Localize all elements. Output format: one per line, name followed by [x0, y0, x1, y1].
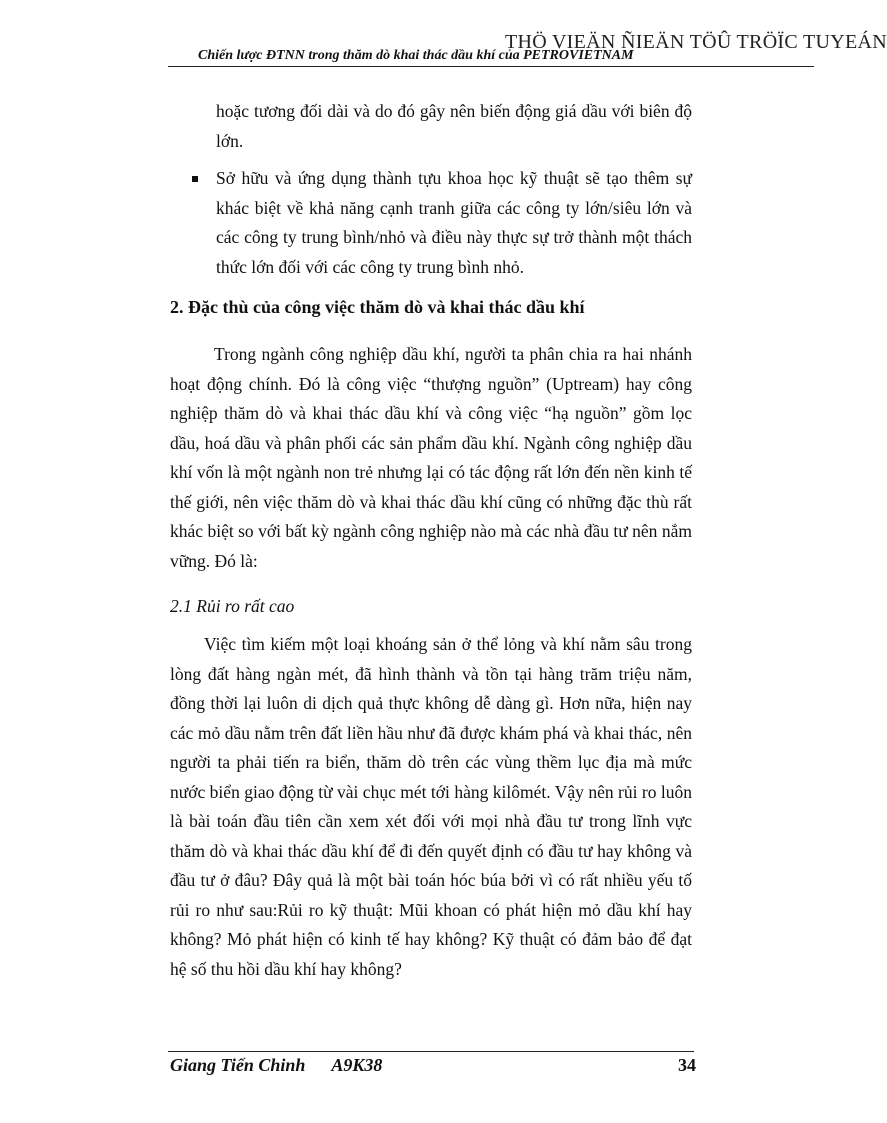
class-code: A9K38 — [331, 1055, 383, 1075]
paragraph-2: Việc tìm kiếm một loại khoáng sản ở thể lỏng và khí nằm sâu trong lòng đất hàng ngàn mét, đã hình thành và tồn tại hàng trăm triệu năm, đồng thời lại luôn di dịch quả thực không dễ dàng gì. Hơn nữa, hiện nay các mỏ dầu nằm trên đất liền hầu như đã được khám phá và khai thác, nên người ta phải tiến ra biển, thăm dò trên các vùng thềm lục địa mà mức nước biển giao động từ vài chục mét tới hàng kilômét. Vậy nên rủi ro luôn là bài toán đầu tiên cần xem xét đối với mọi nhà đầu tư trong lĩnh vực thăm dò và khai thác dầu khí để đi đến quyết định có đầu tư hay không và đầu tư ở đâu? Đây quả là một bài toán hóc búa bởi vì có rất nhiều yếu tố rủi ro như sau:Rủi ro kỹ thuật: Mũi khoan có phát hiện mỏ dầu khí hay không? Mỏ phát hiện có kinh tế hay không? Kỹ thuật có đảm bảo để đạt hệ số thu hồi dầu khí hay không? — [170, 634, 692, 979]
subsection-heading: 2.1 Rủi ro rất cao — [170, 596, 295, 616]
footer-divider — [168, 1051, 694, 1052]
bullet-item-text: Sở hữu và ứng dụng thành tựu khoa học kỹ thuật sẽ tạo thêm sự khác biệt về khả năng cạnh tranh giữa các công ty lớn/siêu lớn và các công ty trung bình/nhỏ và điều này thực sự trở thành một thách thức lớn đối với các công ty trung bình nhỏ. — [216, 168, 692, 277]
footer-author-block — [170, 1055, 382, 1076]
bullet-continuation-text: hoặc tương đối dài và do đó gây nên biến động giá dầu với biên độ lớn. — [216, 101, 692, 151]
square-bullet-icon — [192, 176, 198, 182]
section-heading: 2. Đặc thù của công việc thăm dò và khai thác dầu khí — [170, 297, 585, 317]
running-header-title: Chiến lược ĐTNN trong thăm dò khai thác dầu khí của PETROVIETNAM — [198, 48, 634, 63]
watermark-text: THÖ VIEÄN ÑIEÄN TÖÛ TRÖÏC TUYEÁN — [505, 31, 887, 53]
page-number: 34 — [678, 1055, 696, 1075]
paragraph-1: Trong ngành công nghiệp dầu khí, người ta phân chia ra hai nhánh hoạt động chính. Đó là công việc “thượng nguồn” (Uptream) hay công nghiệp thăm dò và khai thác dầu khí và công việc “hạ nguồn” gồm lọc dầu, hoá dầu và phân phối các sản phẩm dầu khí. Ngành công nghiệp dầu khí vốn là một ngành non trẻ nhưng lại có tác động rất lớn đến nền kinh tế thế giới, nên việc thăm dò và khai thác dầu khí cũng có những đặc thù rất khác biệt so với bất kỳ ngành công nghiệp nào mà các nhà đầu tư nên nắm vững. Đó là: — [170, 344, 692, 571]
header-divider — [168, 66, 814, 67]
author-name: Giang Tiến Chinh — [170, 1055, 306, 1075]
bullet-list-item — [170, 164, 692, 282]
